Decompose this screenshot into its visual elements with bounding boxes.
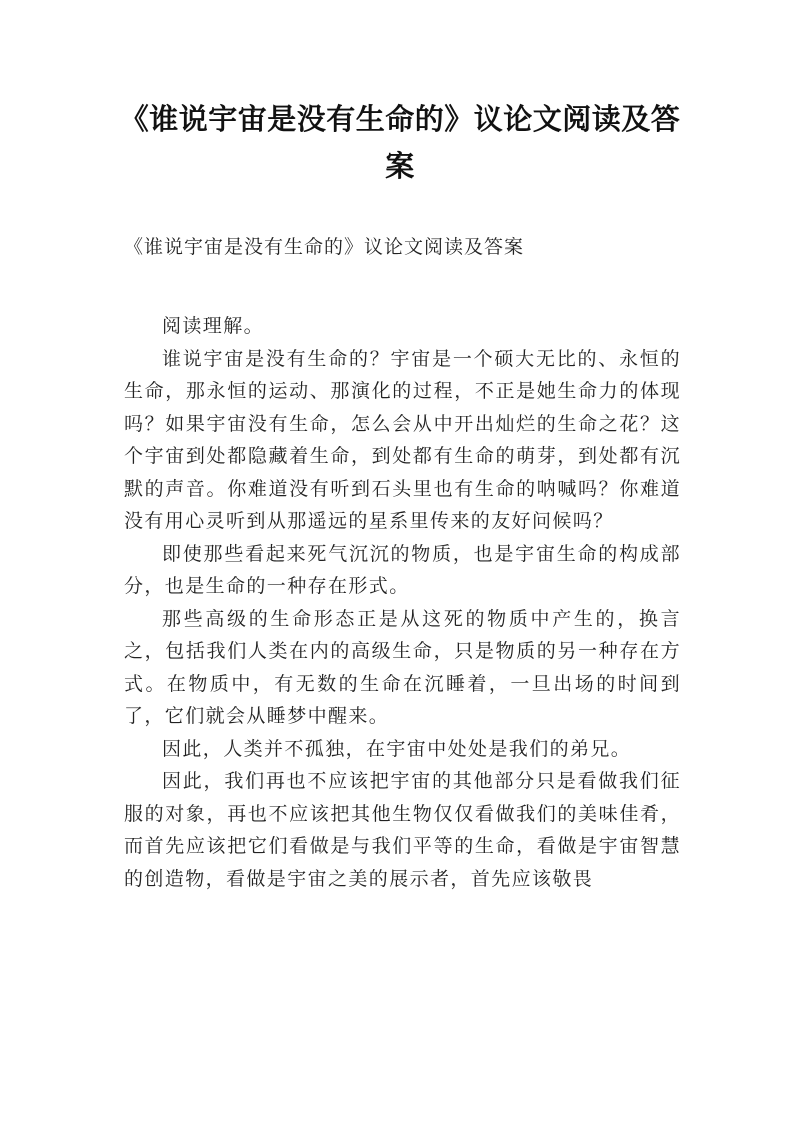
- paragraph-reading-prompt: 阅读理解。: [162, 315, 265, 337]
- paragraph: 即使那些看起来死气沉沉的物质，也是宇宙生命的构成部分，也是生命的一种存在形式。: [124, 542, 681, 597]
- paragraph: 谁说宇宙是没有生命的？宇宙是一个硕大无比的、永恒的生命，那永恒的运动、那演化的过程，不正是她生命力的体现吗？如果宇宙没有生命，怎么会从中开出灿烂的生命之花？这个宇宙到处都隐藏着生命，到处都有生命的萌芽，到处都有沉默的声音。你难道没有听到石头里也有生命的呐喊吗？你难道没有用心灵听到从那遥远的星系里传来的友好问候吗？: [124, 347, 681, 532]
- paragraph: 因此，人类并不孤独，在宇宙中处处是我们的弟兄。: [162, 737, 632, 760]
- document-subtitle: 《谁说宇宙是没有生命的》议论文阅读及答案: [124, 236, 525, 258]
- paragraph: 那些高级的生命形态正是从这死的物质中产生的，换言之，包括我们人类在内的高级生命，只是物质的另一种存在方式。在物质中，有无数的生命在沉睡着，一旦出场的时间到了，它们就会从睡梦中醒来。: [124, 607, 681, 727]
- document-body: [124, 310, 681, 895]
- document-title: 《谁说宇宙是没有生命的》议论文阅读及答案: [119, 102, 681, 183]
- paragraph: 因此，我们再也不应该把宇宙的其他部分只是看做我们征服的对象，再也不应该把其他生物仅仅看做我们的美味佳肴，而首先应该把它们看做是与我们平等的生命，看做是宇宙智慧的创造物，看做是宇宙之美的展示者，首先应该敬畏: [124, 770, 681, 890]
